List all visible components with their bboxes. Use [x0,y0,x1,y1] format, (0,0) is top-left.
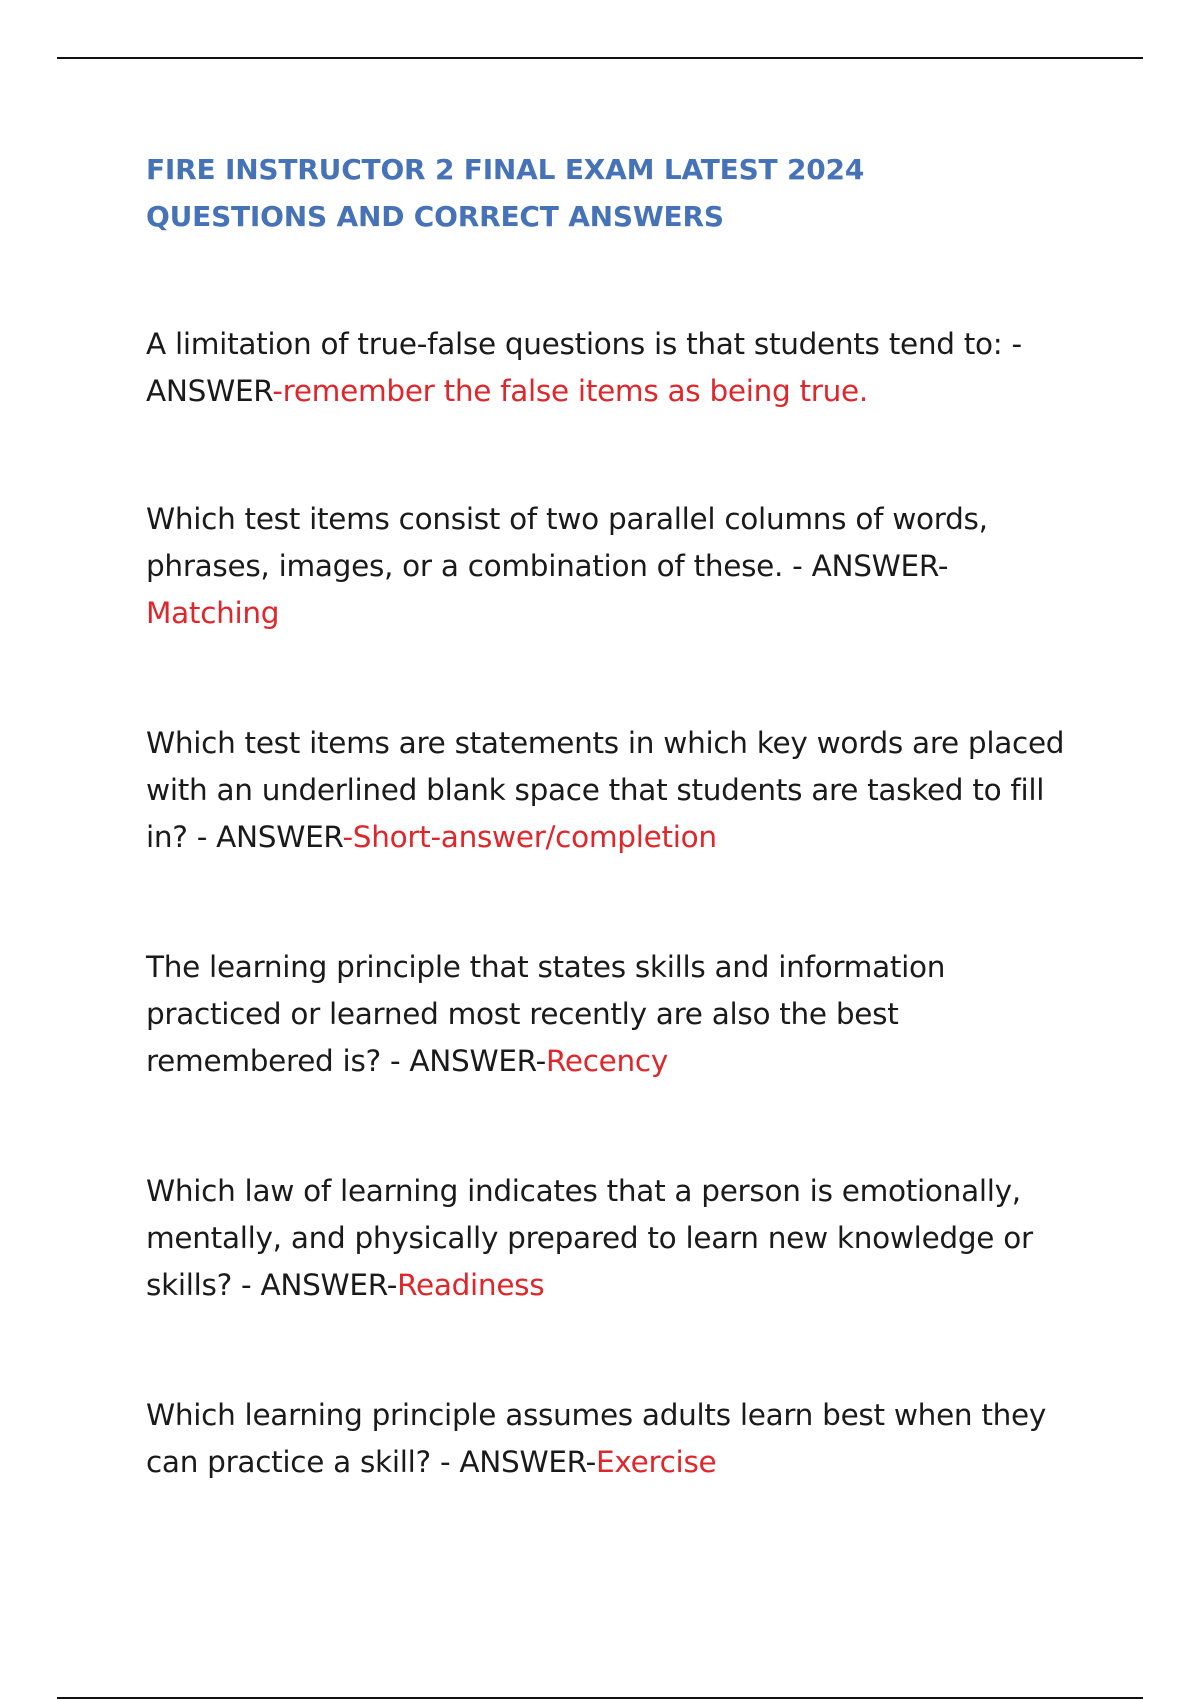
qa-item [146,496,1076,637]
qa-item [146,720,1076,861]
qa-item [146,1392,1076,1486]
qa-item [146,321,1076,415]
document-title: FIRE INSTRUCTOR 2 FINAL EXAM LATEST 2024 QUESTIONS AND CORRECT ANSWERS [146,153,865,233]
bottom-rule [57,1697,1143,1699]
question-text: A limitation of true-false questions is that students tend to: - ANSWER [146,327,1022,408]
question-text: Which test items consist of two parallel columns of words, phrases, images, or a combination of these. - ANSWER- [146,502,988,583]
answer-text: Recency [546,1044,668,1078]
answer-text: -remember the false items as being true. [272,374,868,408]
question-text: The learning principle that states skills and information practiced or learned most recently are also the best remembered is? - ANSWER- [146,950,946,1078]
answer-text: Readiness [397,1268,545,1302]
question-text: Which learning principle assumes adults learn best when they can practice a skill? - ANSWER- [146,1398,1047,1479]
answer-text: Matching [146,596,280,630]
qa-item [146,944,1076,1085]
top-rule [57,57,1143,59]
qa-item [146,1168,1076,1309]
answer-text: -Short-answer/completion [342,820,717,854]
question-text: Which test items are statements in which key words are placed with an underlined blank space that students are tasked to fill in? - ANSWER [146,726,1065,854]
question-text: Which law of learning indicates that a person is emotionally, mentally, and physically prepared to learn new knowledge or skills? - ANSWER- [146,1174,1033,1302]
answer-text: Exercise [596,1445,717,1479]
